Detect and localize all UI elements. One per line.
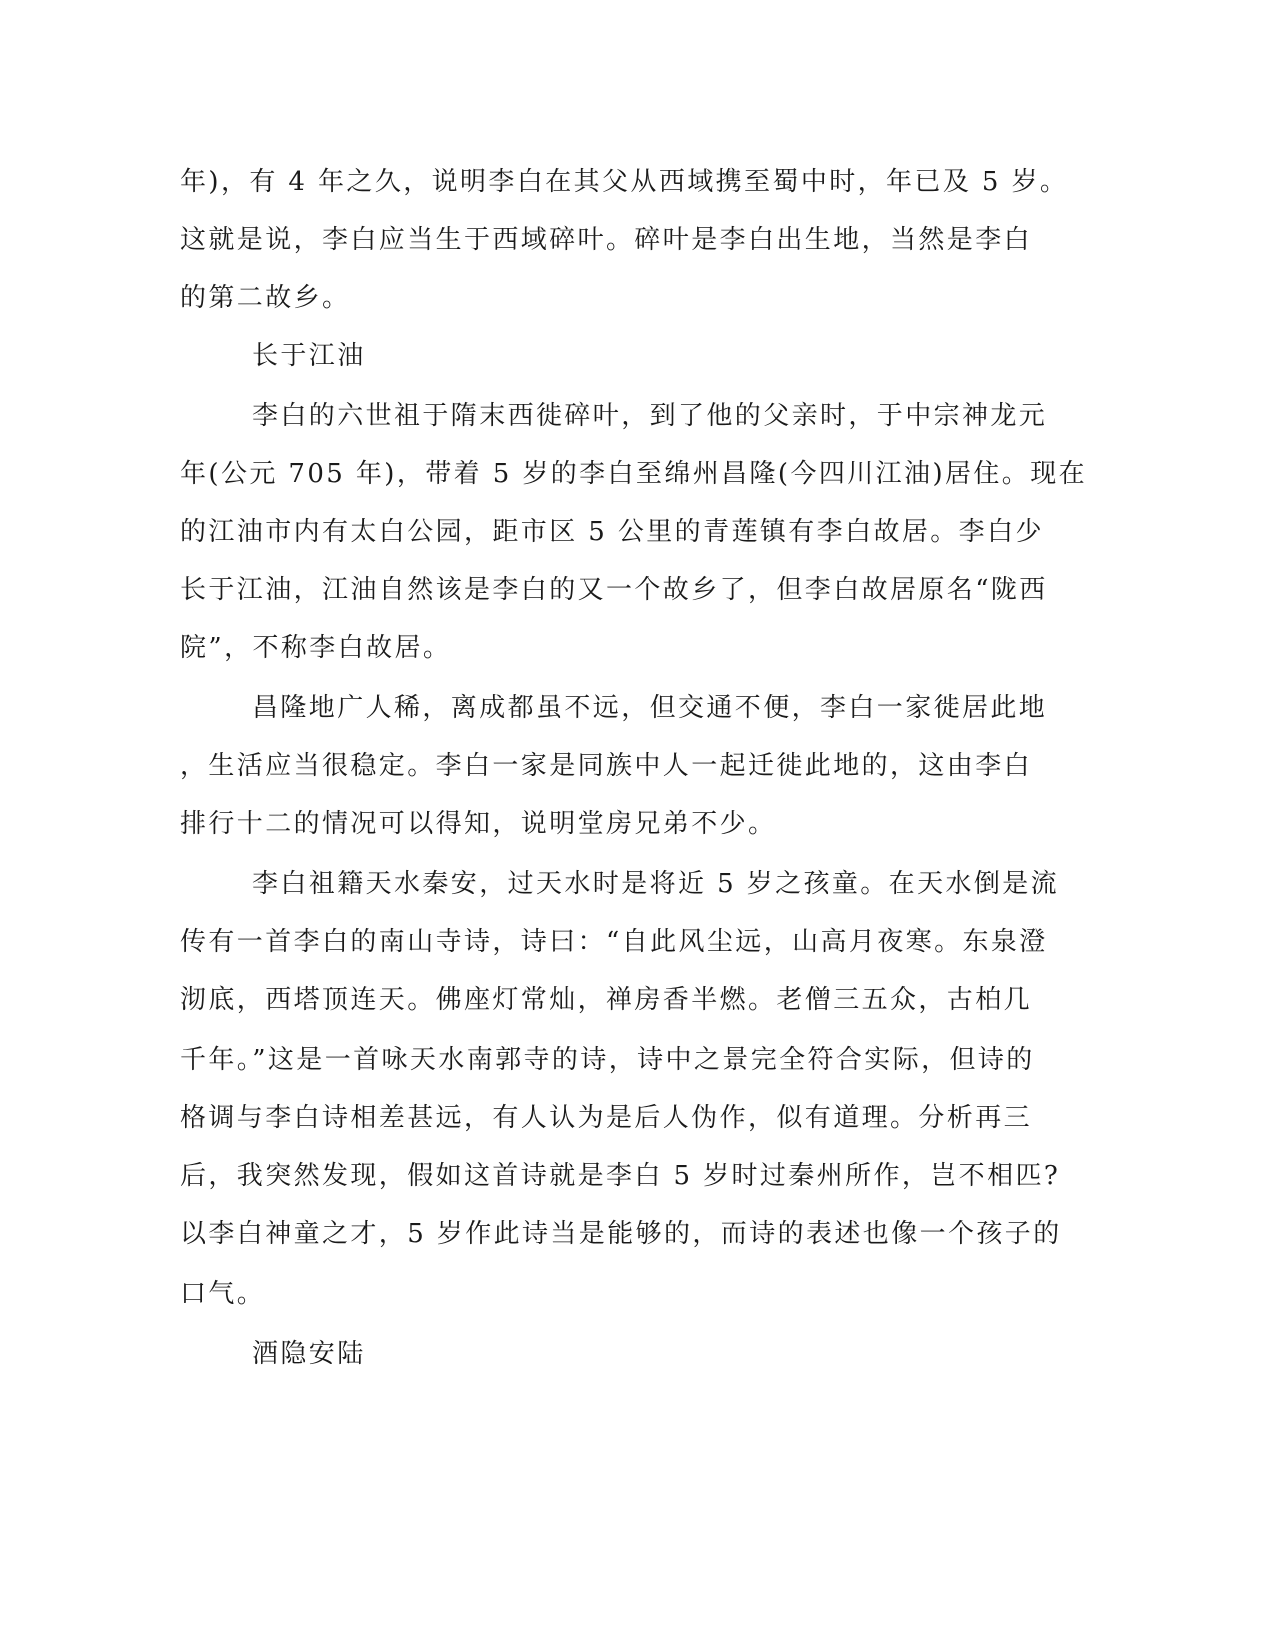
section-heading: 酒隐安陆 xyxy=(252,1339,366,1369)
section-heading: 长于江油 xyxy=(252,341,366,371)
paragraph-line: 年)，有 4 年之久，说明李白在其父从西域携至蜀中时，年已及 5 岁。 xyxy=(180,167,1069,197)
paragraph-line: 格调与李白诗相差甚远，有人认为是后人伪作，似有道理。分析再三 xyxy=(180,1103,1033,1133)
paragraph-line: 后，我突然发现，假如这首诗就是李白 5 岁时过秦州所作，岂不相匹? xyxy=(180,1161,1061,1191)
paragraph-line: 李白的六世祖于隋末西徙碎叶，到了他的父亲时，于中宗神龙元 xyxy=(252,401,1048,431)
paragraph-line: 以李白神童之才，5 岁作此诗当是能够的，而诗的表述也像一个孩子的 xyxy=(180,1219,1062,1249)
paragraph-line: 昌隆地广人稀，离成都虽不远，但交通不便，李白一家徙居此地 xyxy=(252,693,1048,723)
paragraph-line: 院”，不称李白故居。 xyxy=(180,633,452,663)
paragraph-line: 排行十二的情况可以得知，说明堂房兄弟不少。 xyxy=(180,809,777,839)
paragraph-line: 传有一首李白的南山寺诗，诗曰：“自此风尘远，山高月夜寒。东泉澄 xyxy=(180,927,1048,957)
paragraph-line: 的江油市内有太白公园，距市区 5 公里的青莲镇有李白故居。李白少 xyxy=(180,517,1044,547)
paragraph-line: 口气。 xyxy=(180,1279,266,1309)
paragraph-line: 的第二故乡。 xyxy=(180,283,351,313)
paragraph-line: 长于江油，江油自然该是李白的又一个故乡了，但李白故居原名“陇西 xyxy=(180,575,1048,605)
paragraph-line: 这就是说，李白应当生于西域碎叶。碎叶是李白出生地，当然是李白 xyxy=(180,225,1033,255)
paragraph-line: 年(公元 705 年)，带着 5 岁的李白至绵州昌隆(今四川江油)居住。现在 xyxy=(180,459,1088,489)
paragraph-line: ，生活应当很稳定。李白一家是同族中人一起迁徙此地的，这由李白 xyxy=(180,751,1033,781)
paragraph-line: 千年。”这是一首咏天水南郭寺的诗，诗中之景完全符合实际，但诗的 xyxy=(180,1045,1035,1075)
paragraph-line: 李白祖籍天水秦安，过天水时是将近 5 岁之孩童。在天水倒是流 xyxy=(252,869,1060,899)
paragraph-line: 沏底，西塔顶连天。佛座灯常灿，禅房香半燃。老僧三五众，古柏几 xyxy=(180,985,1033,1015)
